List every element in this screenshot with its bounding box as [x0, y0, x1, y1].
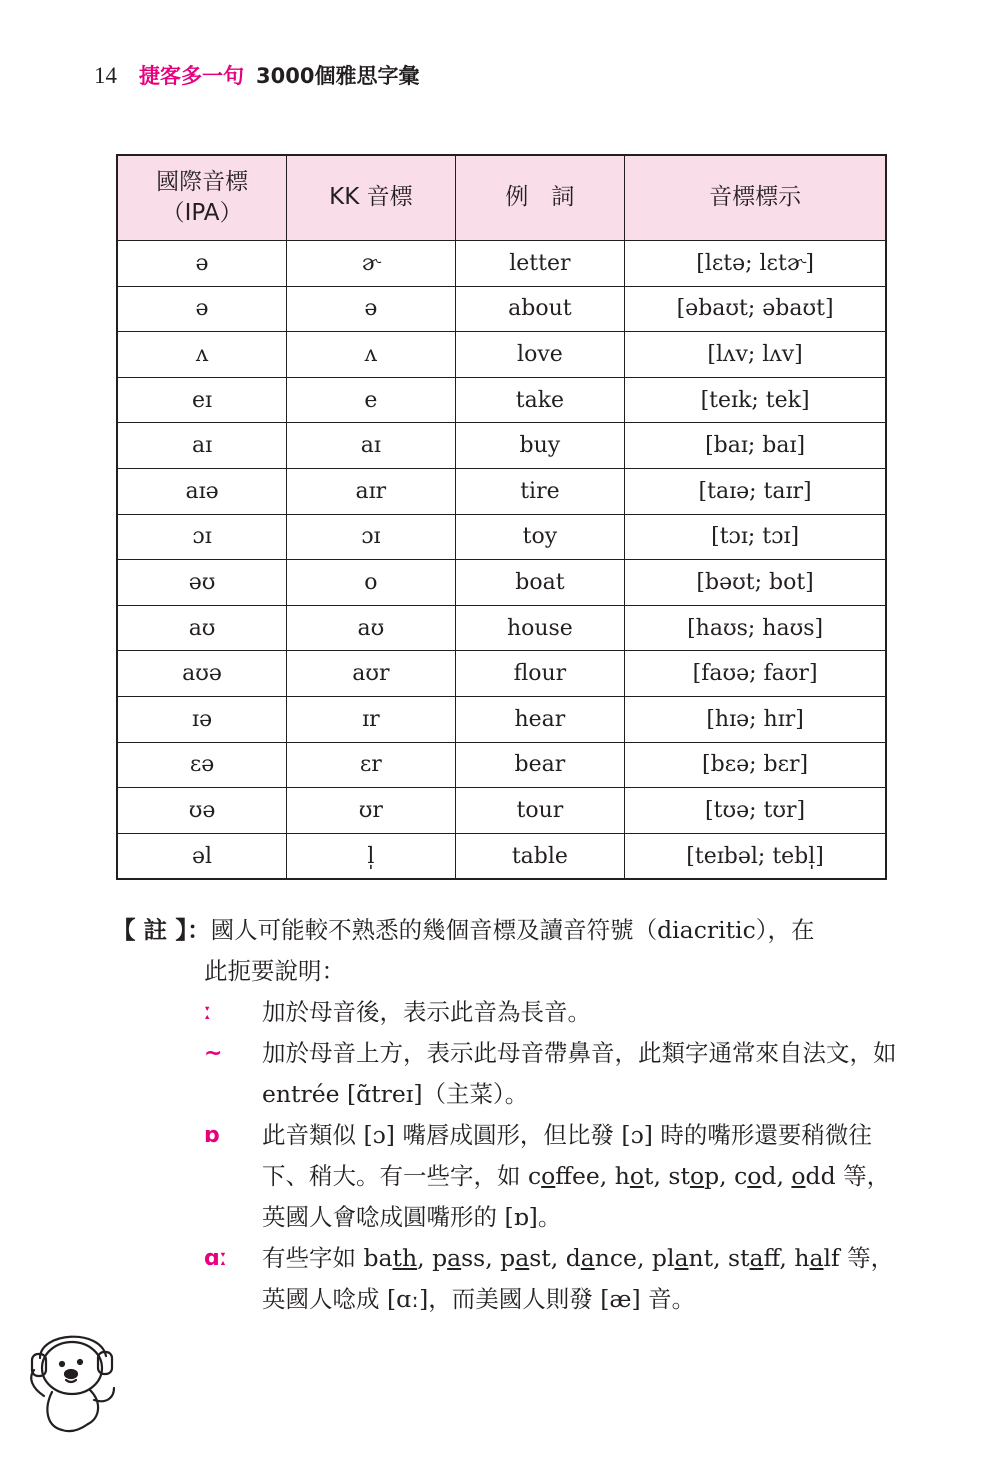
table-row: [117, 332, 886, 378]
note-intro-line2: 此扼要說明：: [204, 957, 345, 985]
table-row: [117, 788, 886, 834]
notation-cell: [lʌv; lʌv]: [625, 332, 886, 378]
kk-cell: ɔɪ: [287, 514, 455, 560]
note-item-rounded-o: [204, 1115, 902, 1238]
example-word-cell: letter: [455, 241, 625, 287]
notation-cell: [əbaʊt; əbaʊt]: [625, 286, 886, 332]
long-vowel-symbol: ː: [204, 1000, 212, 1025]
table-row: [117, 241, 886, 287]
page-header: [94, 60, 419, 90]
ipa-cell: əʊ: [117, 560, 287, 606]
kk-cell: ʌ: [287, 332, 455, 378]
example-word-cell: love: [455, 332, 625, 378]
table-row: [117, 651, 886, 697]
example-word-cell: tire: [455, 468, 625, 514]
ipa-cell: ɔɪ: [117, 514, 287, 560]
phonetic-table: [116, 154, 887, 880]
notation-cell: [teɪk; tek]: [625, 377, 886, 423]
notes-section: [112, 910, 902, 1320]
example-word-cell: about: [455, 286, 625, 332]
note-text: 此音類似 [ɔ] 嘴唇成圓形，但比發 [ɔ] 時的嘴形還要稍微往下、稍大。有一些字，如 coffee, hot, stop, cod, odd 等，英國人會唸成圓嘴形的 [ɒ]。: [262, 1121, 891, 1231]
note-label: 【 註 】：: [112, 916, 211, 944]
kk-cell: aʊ: [287, 605, 455, 651]
note-text: 加於母音上方，表示此母音帶鼻音，此類字通常來自法文，如 entrée [ɑ̃treɪ]（主菜）。: [262, 1039, 897, 1108]
kk-cell: ɪr: [287, 696, 455, 742]
header-ipa: 國際音標 （IPA）: [117, 155, 287, 241]
table-row: [117, 696, 886, 742]
notation-cell: [baɪ; baɪ]: [625, 423, 886, 469]
example-word-cell: tour: [455, 788, 625, 834]
table-row: [117, 377, 886, 423]
table-row: [117, 560, 886, 606]
nasal-symbol: ~: [204, 1041, 223, 1066]
notation-cell: [bəʊt; bot]: [625, 560, 886, 606]
kk-cell: ɚ: [287, 241, 455, 287]
note-text: 加於母音後，表示此音為長音。: [262, 998, 591, 1026]
notation-cell: [tʊə; tʊr]: [625, 788, 886, 834]
notation-cell: [tɔɪ; tɔɪ]: [625, 514, 886, 560]
notation-cell: [hɪə; hɪr]: [625, 696, 886, 742]
ipa-cell: aʊə: [117, 651, 287, 697]
ipa-cell: əl: [117, 833, 287, 879]
ipa-cell: eɪ: [117, 377, 287, 423]
kk-cell: aʊr: [287, 651, 455, 697]
header-notation: 音標標示: [625, 155, 886, 241]
header-kk: KK 音標: [287, 155, 455, 241]
example-word-cell: flour: [455, 651, 625, 697]
note-item-nasal: [204, 1033, 902, 1115]
book-title: 捷客多一句: [139, 64, 244, 88]
example-word-cell: boat: [455, 560, 625, 606]
note-text: 有些字如 bath, pass, past, dance, plant, staff, half 等，英國人唸成 [ɑː]，而美國人則發 [æ] 音。: [262, 1244, 895, 1313]
example-word-cell: take: [455, 377, 625, 423]
kk-cell: aɪr: [287, 468, 455, 514]
rounded-o-symbol: ɒ: [204, 1123, 220, 1148]
kk-cell: e: [287, 377, 455, 423]
kk-cell: ʊr: [287, 788, 455, 834]
note-intro: [112, 910, 902, 992]
table-row: [117, 423, 886, 469]
mascot-bear-icon: [22, 1318, 122, 1438]
notation-cell: [teɪbəl; tebl̩]: [625, 833, 886, 879]
ipa-cell: aɪ: [117, 423, 287, 469]
kk-cell: l̩: [287, 833, 455, 879]
table-row: [117, 468, 886, 514]
header-example: 例 詞: [455, 155, 625, 241]
table-row: [117, 605, 886, 651]
note-item-long-vowel: [204, 992, 902, 1033]
ipa-cell: ʌ: [117, 332, 287, 378]
notation-cell: [haʊs; haʊs]: [625, 605, 886, 651]
kk-cell: o: [287, 560, 455, 606]
ipa-cell: ə: [117, 286, 287, 332]
table-header-row: [117, 155, 886, 241]
ipa-cell: ɛə: [117, 742, 287, 788]
table-row: [117, 286, 886, 332]
table-row: [117, 742, 886, 788]
kk-cell: ə: [287, 286, 455, 332]
notation-cell: [lɛtə; lɛtɚ]: [625, 241, 886, 287]
ipa-cell: ʊə: [117, 788, 287, 834]
note-item-long-a: [204, 1238, 902, 1320]
example-word-cell: toy: [455, 514, 625, 560]
ipa-cell: ə: [117, 241, 287, 287]
example-word-cell: bear: [455, 742, 625, 788]
example-word-cell: hear: [455, 696, 625, 742]
page-number: 14: [94, 63, 117, 88]
table-row: [117, 833, 886, 879]
example-word-cell: buy: [455, 423, 625, 469]
example-word-cell: table: [455, 833, 625, 879]
table-row: [117, 514, 886, 560]
ipa-cell: aɪə: [117, 468, 287, 514]
ipa-cell: aʊ: [117, 605, 287, 651]
kk-cell: aɪ: [287, 423, 455, 469]
kk-cell: ɛr: [287, 742, 455, 788]
notation-cell: [faʊə; faʊr]: [625, 651, 886, 697]
notation-cell: [taɪə; taɪr]: [625, 468, 886, 514]
book-subtitle: 3000個雅思字彙: [256, 64, 420, 88]
long-a-symbol: ɑː: [204, 1246, 228, 1271]
notation-cell: [bɛə; bɛr]: [625, 742, 886, 788]
note-intro-line1: 國人可能較不熟悉的幾個音標及讀音符號（diacritic），在: [210, 916, 815, 944]
ipa-cell: ɪə: [117, 696, 287, 742]
example-word-cell: house: [455, 605, 625, 651]
